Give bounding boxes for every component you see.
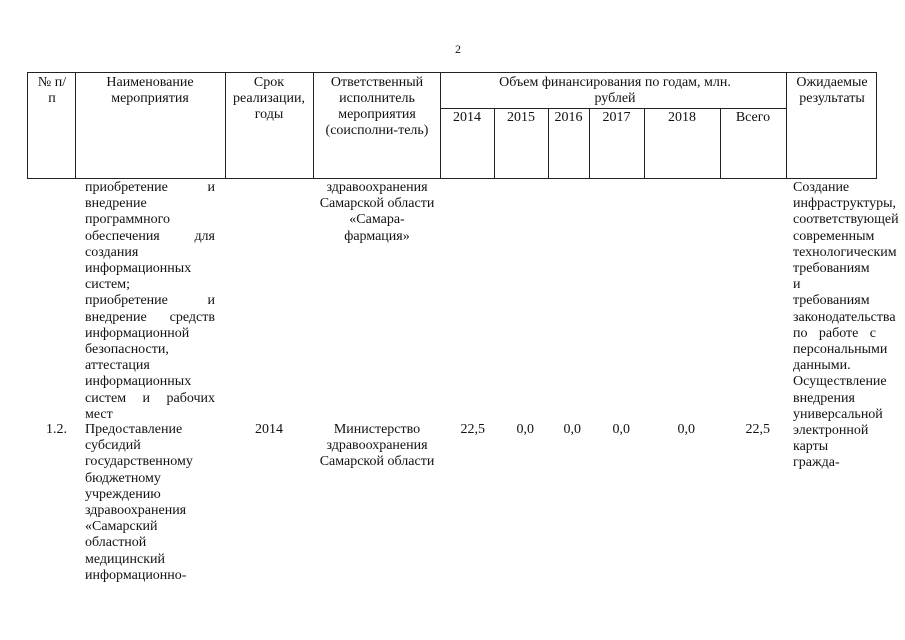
row-2-period: 2014 <box>255 422 283 437</box>
header-year-2016: 2016 <box>554 110 583 125</box>
row-2-value-2015: 0,0 <box>516 422 534 437</box>
header-total: Всего <box>735 110 771 125</box>
row-2-value-2017: 0,0 <box>612 422 630 437</box>
col-border-2 <box>225 72 226 179</box>
header-year-2014: 2014 <box>453 110 481 125</box>
header-bottom-border <box>27 178 876 179</box>
header-num: № п/п <box>37 75 67 106</box>
row-2-name: Предоставление субсидий государственному бюджетному учреждению здравоохранения «Самарский областной медицинский информационно- <box>85 422 193 583</box>
header-funding: Объем финансирования по годам, млн. рублей <box>499 75 731 106</box>
row-2-executor: Министерство здравоохранения Самарской области <box>319 422 435 470</box>
row-2-value-2014: 22,5 <box>460 422 485 437</box>
col-border-10 <box>786 72 787 179</box>
header-period: Срок реализации, годы <box>233 75 305 122</box>
row-2-num: 1.2. <box>46 422 67 437</box>
row-2-value-2018: 0,0 <box>677 422 695 437</box>
header-year-2018: 2018 <box>668 110 696 125</box>
col-border-0 <box>27 72 28 179</box>
header-executor: Ответственный исполнитель мероприятия (соисполни-тель) <box>325 75 429 138</box>
expected-results: Создание инфраструктуры, соответствующей современным технологическим требованиям и требованиям законодательства по работе с персональными данными. Осуществление внедрения универсальной электронной карты гражда- <box>793 180 899 471</box>
header-year-2015: 2015 <box>507 110 535 125</box>
header-top-border <box>27 72 876 73</box>
col-border-3 <box>313 72 314 179</box>
row-1-name: приобретение и внедрение программного обеспечения для создания информационных систем; приобретение и внедрение средств информационной безопасности, аттестация информационных систем и рабочих мест <box>85 180 215 422</box>
col-border-11 <box>876 72 877 179</box>
funding-subheader-line <box>440 108 786 109</box>
page-number: 2 <box>455 42 461 56</box>
header-results: Ожидаемые результаты <box>796 75 868 106</box>
row-2-value-total: 22,5 <box>745 422 770 437</box>
row-1-executor: здравоохранения Самарской области «Самара-фармация» <box>319 180 435 244</box>
col-border-1 <box>75 72 76 179</box>
header-name: Наименование мероприятия <box>106 75 194 106</box>
row-2-value-2016: 0,0 <box>563 422 581 437</box>
header-year-2017: 2017 <box>602 110 631 125</box>
